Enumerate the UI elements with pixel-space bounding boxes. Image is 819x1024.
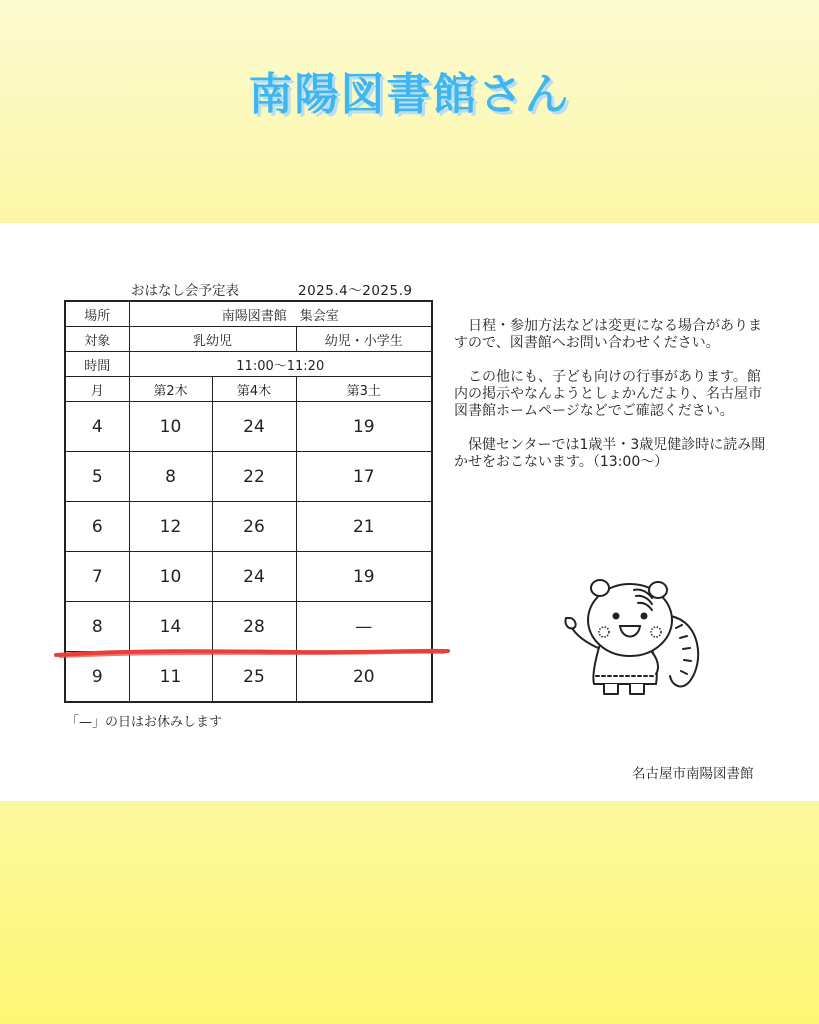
schedule-caption: おはなし会予定表 xyxy=(131,283,239,299)
date-cell: 14 xyxy=(129,602,212,652)
month-cell: 7 xyxy=(65,552,129,602)
time-value: 11:00～11:20 xyxy=(129,352,432,377)
month-cell: 8 xyxy=(65,602,129,652)
place-row xyxy=(65,301,432,327)
target-infant: 乳幼児 xyxy=(129,327,296,352)
target-label: 対象 xyxy=(65,327,129,352)
table-row xyxy=(65,552,432,602)
col-header-thu2: 第2木 xyxy=(129,377,212,402)
footer-organization: 名古屋市南陽図書館 xyxy=(632,766,754,782)
notes-block xyxy=(454,318,766,488)
date-cell: 25 xyxy=(212,652,296,703)
month-cell: 4 xyxy=(65,402,129,452)
table-row xyxy=(65,402,432,452)
date-cell: 10 xyxy=(129,402,212,452)
date-cell: 19 xyxy=(296,402,432,452)
column-header-row xyxy=(65,377,432,402)
date-cell: 21 xyxy=(296,502,432,552)
bottom-yellow-band xyxy=(0,801,819,1024)
month-cell: 6 xyxy=(65,502,129,552)
date-cell: 17 xyxy=(296,452,432,502)
time-row xyxy=(65,352,432,377)
place-value: 南陽図書館 集会室 xyxy=(129,301,432,327)
red-marker-line xyxy=(54,646,450,660)
date-cell: 24 xyxy=(212,402,296,452)
date-cell: 8 xyxy=(129,452,212,502)
schedule-table xyxy=(64,300,433,703)
note-paragraph: 保健センターでは1歳半・3歳児健診時に読み聞かせをおこないます。（13:00～） xyxy=(454,437,766,470)
date-cell: 19 xyxy=(296,552,432,602)
date-cell: 10 xyxy=(129,552,212,602)
date-cell: 26 xyxy=(212,502,296,552)
col-header-month: 月 xyxy=(65,377,129,402)
table-row xyxy=(65,502,432,552)
date-cell: 11 xyxy=(129,652,212,703)
date-cell: 22 xyxy=(212,452,296,502)
holiday-note: 「—」の日はお休みします xyxy=(66,715,223,730)
table-row xyxy=(65,452,432,502)
note-paragraph: 日程・参加方法などは変更になる場合がありますので、図書館へお問い合わせください。 xyxy=(454,318,762,351)
page-title: 南陽図書館さん xyxy=(248,69,571,120)
month-cell: 5 xyxy=(65,452,129,502)
time-label: 時間 xyxy=(65,352,129,377)
month-cell: 9 xyxy=(65,652,129,703)
target-child: 幼児・小学生 xyxy=(296,327,432,352)
col-header-thu4: 第4木 xyxy=(212,377,296,402)
col-header-sat3: 第3土 xyxy=(296,377,432,402)
note-paragraph: この他にも、子ども向けの行事があります。館内の掲示やなんようとしょかんだより、名古屋市図書館ホームページなどでご確認ください。 xyxy=(454,369,762,419)
date-cell: 12 xyxy=(129,502,212,552)
squirrel-mascot-icon xyxy=(560,576,710,706)
date-cell: — xyxy=(296,602,432,652)
date-cell: 28 xyxy=(212,602,296,652)
table-row xyxy=(65,602,432,652)
target-row xyxy=(65,327,432,352)
date-cell: 24 xyxy=(212,552,296,602)
place-label: 場所 xyxy=(65,301,129,327)
schedule-period: 2025.4～2025.9 xyxy=(298,283,413,299)
date-cell: 20 xyxy=(296,652,432,703)
